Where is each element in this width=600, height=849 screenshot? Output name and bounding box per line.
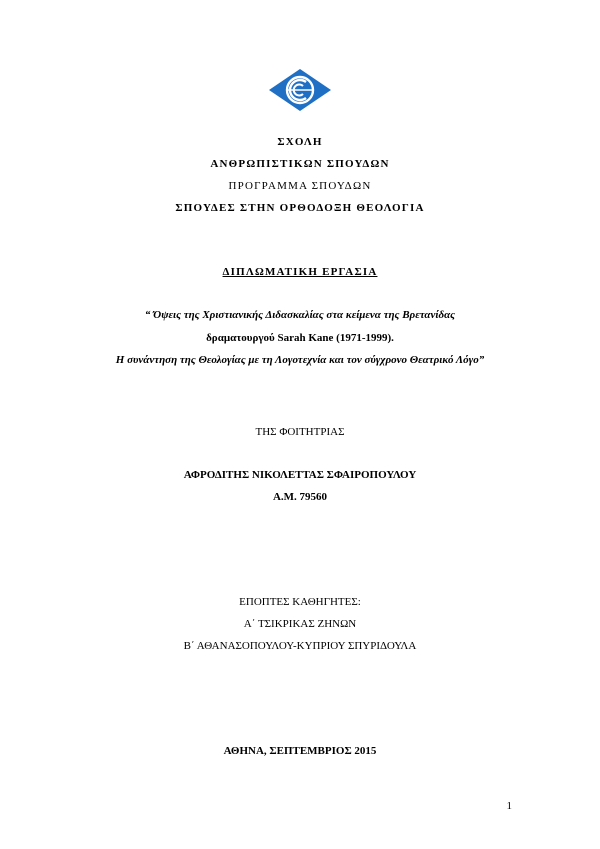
track-heading: ΣΠΟΥΔΕΣ ΣΤΗΝ ΟΡΘΟΔΟΞΗ ΘΕΟΛΟΓΙΑ bbox=[175, 202, 425, 214]
page-number: 1 bbox=[506, 800, 512, 812]
student-id: Α.Μ. 79560 bbox=[272, 491, 328, 503]
thesis-type: ΔΙΠΛΩΜΑΤΙΚΗ ΕΡΓΑΣΙΑ bbox=[222, 266, 378, 278]
thesis-title-line-1: “ Όψεις της Χριστιανικής Διδασκαλίας στα κείμενα της Βρετανίδας bbox=[144, 309, 456, 321]
supervisors-label: ΕΠΟΠΤΕΣ ΚΑΘΗΓΗΤΕΣ: bbox=[239, 596, 361, 608]
thesis-title-line-2: δραματουργού Sarah Kane (1971-1999). bbox=[206, 332, 394, 344]
student-label: ΤΗΣ ΦΟΙΤΗΤΡΙΑΣ bbox=[255, 426, 345, 438]
thesis-title-line-3: Η συνάντηση της Θεολογίας με τη Λογοτεχνία και τον σύγχρονο Θεατρικό Λόγο” bbox=[115, 354, 485, 366]
supervisor-first: Α΄ ΤΣΙΚΡΙΚΑΣ ΖΗΝΩΝ bbox=[243, 618, 357, 630]
school-heading: ΣΧΟΛΗ bbox=[277, 136, 323, 148]
program-heading: ΠΡΟΓΡΑΜΜΑ ΣΠΟΥΔΩΝ bbox=[228, 180, 372, 192]
place-date: ΑΘΗΝΑ, ΣΕΠΤΕΜΒΡΙΟΣ 2015 bbox=[223, 745, 377, 757]
student-name: ΑΦΡΟΔΙΤΗΣ ΝΙΚΟΛΕΤΤΑΣ ΣΦΑΙΡΟΠΟΥΛΟΥ bbox=[183, 469, 417, 481]
supervisor-second: Β΄ ΑΘΑΝΑΣΟΠΟΥΛΟΥ-ΚΥΠΡΙΟΥ ΣΠΥΡΙΔΟΥΛΑ bbox=[183, 640, 417, 652]
university-logo-icon bbox=[268, 68, 332, 112]
faculty-heading: ΑΝΘΡΩΠΙΣΤΙΚΩΝ ΣΠΟΥΔΩΝ bbox=[210, 158, 390, 170]
